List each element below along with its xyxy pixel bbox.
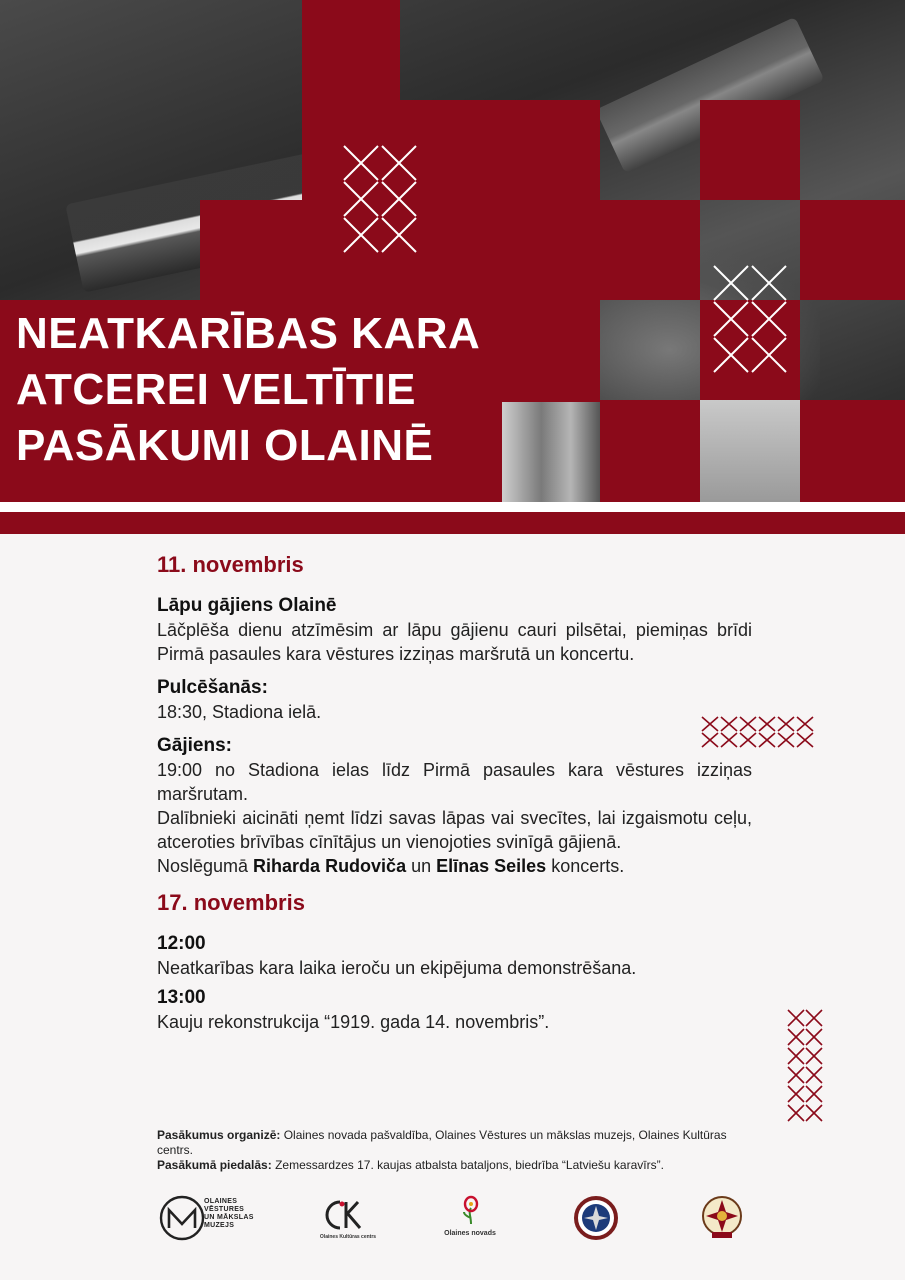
date-heading-nov-11: 11. novembris [157,552,304,577]
olaine-municipality-logo: Olaines novads [440,1190,500,1246]
cross-pattern-icon [710,262,790,374]
date-heading-nov-17: 17. novembris [157,890,305,915]
event-title: Lāpu gājiens Olainē [157,595,337,616]
title-line-1: NEATKARĪBAS KARA [16,309,481,358]
march-text-route: 19:00 no Stadiona ielas līdz Pirmā pasaules kara vēstures izziņas maršrutam. [157,760,752,804]
organizers-line: Pasākumus organizē: Olaines novada pašvaldība, Olaines Vēstures un mākslas muzejs, Olaines Kultūras centrs. [157,1128,727,1157]
organizers-info [157,1128,757,1173]
cross-pattern-icon [340,142,420,254]
time-label: 13:00 [157,987,206,1008]
red-block [800,200,905,300]
title-line-3: PASĀKUMI OLAINĒ [16,421,434,470]
artist-name: Elīnas Seiles [436,856,547,876]
latvian-soldier-society-emblem [700,1190,746,1246]
march-text-invite: Dalībnieki aicināti ņemt līdzi savas lāpas vai svecītes, lai izgaismotu ceļu, atceroties brīvības cīnītājus un vienojoties svinīgā gājienā. [157,808,752,852]
time-description: Kauju rekonstrukcija “1919. gada 14. novembris”. [157,1012,550,1032]
gathering-text: 18:30, Stadiona ielā. [157,702,322,722]
time-label: 12:00 [157,933,206,954]
artist-name: Riharda Rudoviča [253,856,407,876]
title-line-2: ATCEREI VELTĪTIE [16,365,416,414]
red-block [600,200,700,300]
national-guard-battalion-emblem [574,1190,620,1246]
flower-icon [456,1194,486,1228]
cross-column-icon [786,1008,824,1124]
divider-red [0,512,905,534]
event-description: Lāčplēša dienu atzīmēsim ar lāpu gājienu cauri pilsētai, piemiņas brīdi Pirmā pasaules kara vēstures izziņas maršrutā un koncertu. [157,620,752,664]
photo-square [700,400,800,502]
red-block [600,400,700,502]
concert-text: Noslēgumā Riharda Rudoviča un Elīnas Seiles koncerts. [157,856,625,876]
time-description: Neatkarības kara laika ieroču un ekipējuma demonstrēšana. [157,958,637,978]
cross-emblem-icon [700,1194,744,1240]
event-content [157,550,752,1034]
round-emblem-icon [574,1196,618,1240]
culture-center-logo: Olaines Kultūras centrs [318,1190,378,1246]
red-block [700,100,800,200]
march-label: Gājiens: [157,735,232,756]
participants-line: Pasākumā piedalās: Zemessardzes 17. kaujas atbalsta bataljons, biedrība “Latviešu karavīrs”. [157,1158,664,1172]
partner-logos [150,1190,770,1250]
photo-square [502,402,600,502]
museum-m-icon [158,1194,206,1242]
header-banner [0,0,905,502]
museum-logo: OLAINES VĒSTURES UN MĀKSLAS MUZEJS [158,1190,278,1246]
red-block [800,400,905,502]
culture-ck-icon [324,1198,368,1232]
poster-title [16,306,506,474]
divider-white [0,502,905,512]
gathering-label: Pulcēšanās: [157,677,268,698]
red-block [302,0,400,100]
